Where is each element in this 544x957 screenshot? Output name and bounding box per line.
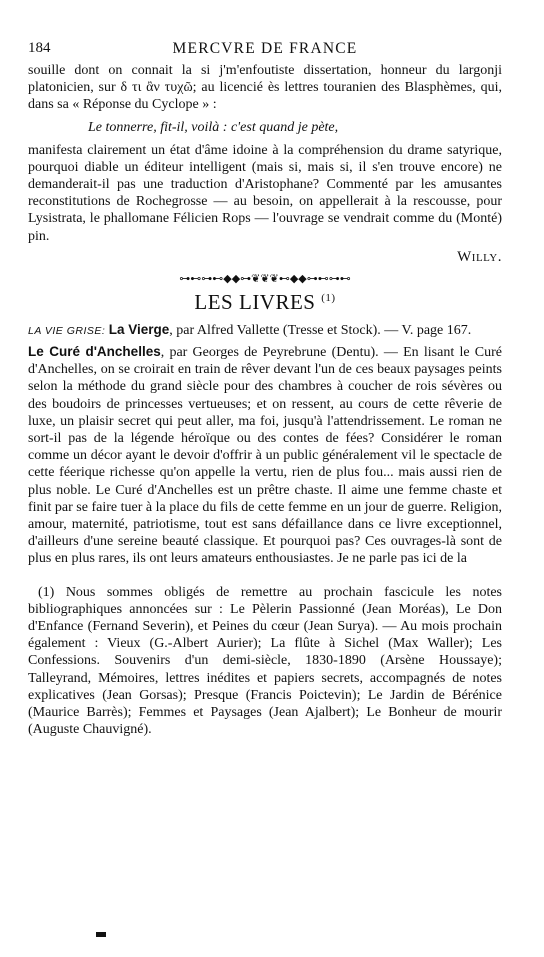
ornament-divider: ⊶⊷⊶⊷◆◆⊶❦❦❦⊷◆◆⊶⊷⊶⊷ xyxy=(179,271,351,285)
page-number: 184 xyxy=(28,40,51,56)
footnote-text: (1) Nous sommes obligés de remettre au prochain fascicule les notes bibliographiques annoncées sur : Le Pèlerin Passionné (Jean Moréas), Le Don d'Enfance (Fernand Severin), et Peines du cœur (Jean Surya). — Au mois prochain également : Vieux (G.-Albert Aurier); La flûte à Sichel (Max Waller); Les Confessions. Souvenirs d'un demi-siècle, 1830-1890 (Arsène Houssaye); Talleyrand, Mémoires, lettres inédites et papiers secrets, accompagnés de notes explicatives (Jean Gorsas); Presque (Francis Poictevin); Le Jardin de Bérénice (Maurice Barrès); Femmes et Paysages (Jean Ajalbert); Le Bonheur de mourir (Auguste Chauvigné). xyxy=(28,584,502,738)
book-page xyxy=(28,40,502,739)
section-title-text: LES LIVRES xyxy=(194,289,316,314)
book-title: La Vierge xyxy=(108,321,170,337)
verse-line: Le tonnerre, fit-il, voilà : c'est quand je pète, xyxy=(88,119,339,135)
series-name: LA VIE GRISE xyxy=(28,324,102,337)
printer-mark xyxy=(96,932,106,937)
book-title: Le Curé d'Anchelles xyxy=(28,344,161,360)
review-entry xyxy=(28,343,502,568)
series-separator: : xyxy=(101,324,109,337)
review-entry xyxy=(28,321,502,340)
entry-text: , par Georges de Peyrebrune (Dentu). — En lisant le Curé d'Anchelles, on se croirait en train de rêver devant l'un de ces beaux paysages peints selon la méthode du grand siècle pour des chambres à coucher de rois sévères ou des boudoirs de princesses vertueuses; et on ressent, au cours de cette rêverie de luxe, un plaisir secret qui peut aller, ma foi, jusqu'à l'attendrissement. Le roman ne sort-il pas de la légende héroïque ou des contes de fées? Considérer le roman comme un décor ayant le devoir d'offrir à un public généralement vil le spectacle de cette féerique richesse qu'on appelle la vertu, rien de plus fou... mais aussi rien de plus noble. Le Curé d'Anchelles est un prêtre chaste. Il aime une femme chaste et finit par se faire tuer à la place du fils de cette femme en un jour de guerre. Religion, amour, maternité, patriotisme, tout est sans défaillance dans ce livre exceptionnel, d'ailleurs d'une sereine beauté classique. Et pourquoi pas? Ces ouvrages-là sont de plus en plus rares, ils ont leurs amateurs enthousiastes. Je ne parle pas ici de la xyxy=(28,345,502,567)
signature: Willy. xyxy=(457,248,502,265)
footnote xyxy=(28,584,502,739)
entry-text: , par Alfred Vallette (Tresse et Stock). — V. page 167. xyxy=(169,322,472,338)
section-title xyxy=(28,290,502,315)
running-title: MERCVRE DE FRANCE xyxy=(172,40,358,57)
page-header xyxy=(28,40,502,62)
intro-paragraph-2: manifesta clairement un état d'âme idoine à la compréhension du drame satyrique, pourquoi diable un éditeur intelligent (mais si, mais si, il s'en trouve encore) ne demanderait-il pas une traduction d'Aristophane? Commenté par les amusantes reconstitutions de Rochegrosse — au besoin, on appellerait à la rescousse, pour Lysistrata, le phallomane Félicien Rops — l'ouvrage se vendrait comme du (Monté) pin. xyxy=(28,142,502,244)
intro-paragraph-1: souille dont on connait la si j'm'enfoutiste dissertation, honneur du largonji platonicien, sur δ τι ἂν τυχῶ; au licencié ès lettres touranien des Blasphèmes, qui, dans sa « Réponse du Cyclope » : xyxy=(28,63,502,113)
footnote-mark: (1) xyxy=(321,291,336,304)
